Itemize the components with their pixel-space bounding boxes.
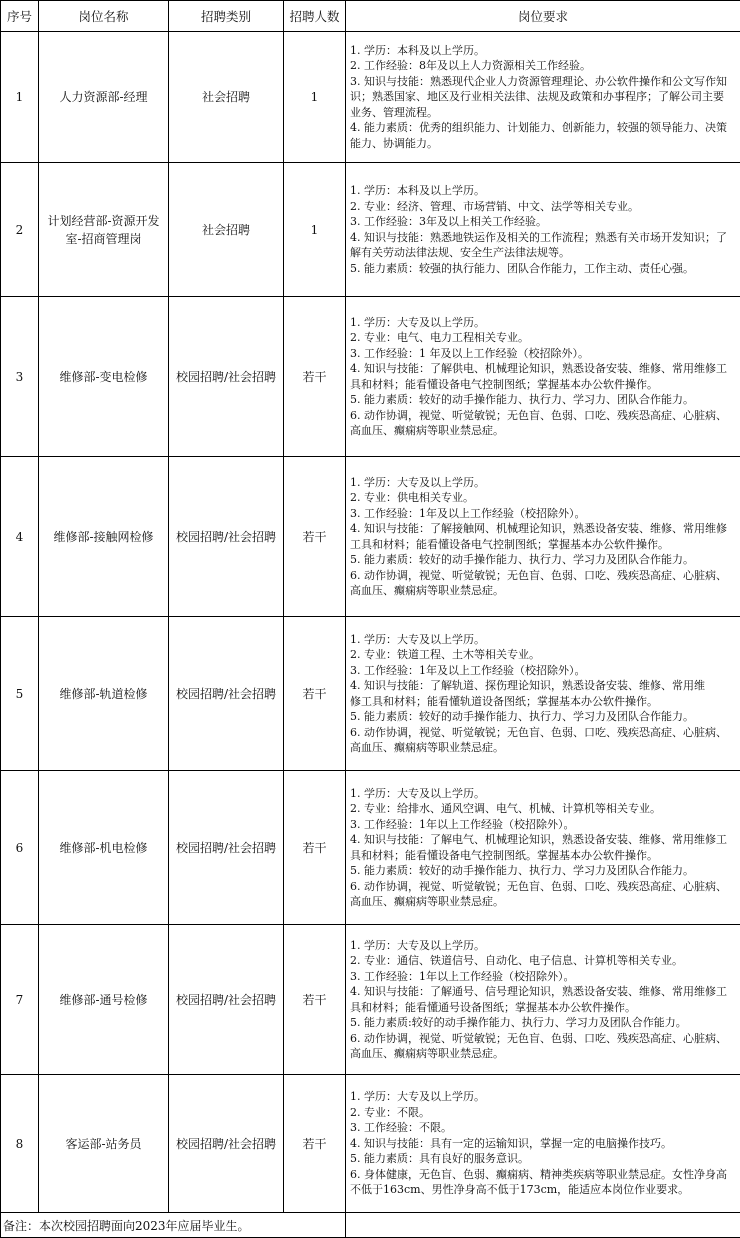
requirement-line: 4. 知识与技能：具有一定的运输知识，掌握一定的电脑操作技巧。 — [350, 1136, 672, 1150]
requirement-line: 2. 专业：铁道工程、土木等相关专业。 — [350, 648, 540, 661]
footnote-empty-cell — [346, 1213, 740, 1238]
position-name-line: 维修部-机电检修 — [59, 840, 148, 855]
requirement-line: 3. 工作经验：不限。 — [350, 1121, 452, 1135]
row-category: 校园招聘/社会招聘 — [169, 1075, 284, 1213]
requirement-line: 4. 知识与技能：了解供电、机械理论知识，熟悉设备安装、维修、常用维修工具和材料；能看懂设备电气控制图纸；掌握基本办公软件操作。 — [350, 362, 727, 391]
position-name-line: 维修部-变电检修 — [59, 369, 148, 384]
requirement-line: 6. 动作协调，视觉、听觉敏锐；无色盲、色弱、口吃、残疾恐高症、心脏病、高血压、癫痫病等职业禁忌症。 — [350, 725, 727, 754]
table-row — [1, 617, 740, 771]
requirement-line: 5. 能力素质:较好的动手操作能力、执行力、学习力及团队合作能力。 — [350, 1016, 687, 1029]
requirement-line: 1. 学历：本科及以上学历。 — [350, 43, 485, 57]
table-row — [1, 1075, 740, 1213]
requirement-line: 2. 专业：供电相关专业。 — [350, 491, 474, 504]
header-requirements: 岗位要求 — [346, 1, 740, 32]
header-no: 序号 — [1, 1, 39, 32]
row-category: 社会招聘 — [169, 32, 284, 163]
requirement-line: 2. 专业：通信、铁道信号、自动化、电子信息、计算机等相关专业。 — [350, 954, 683, 967]
row-position-name — [39, 457, 169, 617]
requirement-line: 修工具和材料；能看懂轨道设备图纸；掌握基本办公软件操作。 — [350, 694, 658, 708]
row-requirements — [346, 457, 740, 617]
requirement-line: 5. 能力素质：较好的动手操作能力、执行力、学习力及团队合作能力。 — [350, 710, 694, 723]
requirement-line: 6. 动作协调，视觉、听觉敏锐；无色盲、色弱、口吃、残疾恐高症、心脏病、高血压、癫痫病等职业禁忌症。 — [350, 568, 727, 597]
row-no: 3 — [1, 297, 39, 457]
requirement-line: 6. 动作协调，视觉、听觉敏锐；无色盲、色弱、口吃、残疾恐高症、心脏病、高血压、癫痫病等职业禁忌症。 — [350, 408, 727, 437]
requirement-line: 1. 学历：大专及以上学历。 — [350, 315, 485, 329]
row-count: 若干 — [284, 297, 346, 457]
requirement-line: 6. 动作协调，视觉、听觉敏锐；无色盲、色弱、口吃、残疾恐高症、心脏病、高血压、癫痫病等职业禁忌症。 — [350, 879, 727, 908]
requirement-line: 2. 工作经验：8年及以上人力资源相关工作经验。 — [350, 59, 591, 73]
requirement-line: 1. 学历：大专及以上学历。 — [350, 632, 485, 646]
row-no: 1 — [1, 32, 39, 163]
row-no: 4 — [1, 457, 39, 617]
table-header-row — [1, 1, 740, 32]
table-row — [1, 32, 740, 163]
row-count: 若干 — [284, 1075, 346, 1213]
requirement-line: 2. 专业：给排水、通风空调、电气、机械、计算机等相关专业。 — [350, 802, 661, 815]
requirement-line: 3. 工作经验：1年以上工作经验（校招除外）。 — [350, 969, 575, 983]
row-position-name — [39, 617, 169, 771]
table-row — [1, 457, 740, 617]
row-no: 6 — [1, 771, 39, 925]
row-count: 若干 — [284, 925, 346, 1075]
requirement-line: 5. 能力素质：较好的动手操作能力、执行力、学习力、团队合作能力。 — [350, 393, 694, 406]
requirement-line: 4. 知识与技能：了解接触网、机械理论知识，熟悉设备安装、维修、常用维修工具和材料；能看懂设备电气控制图纸；掌握基本办公软件操作。 — [350, 522, 727, 551]
position-name-line: 室-招商管理岗 — [65, 231, 142, 246]
row-requirements — [346, 925, 740, 1075]
row-count: 1 — [284, 32, 346, 163]
row-no: 2 — [1, 163, 39, 297]
requirement-line: 3. 知识与技能：熟悉现代企业人力资源管理理论、办公软件操作和公文写作知识；熟悉国家、地区及行业相关法律、法规及政策和办事程序；了解公司主要业务、管理流程。 — [350, 74, 727, 119]
row-category: 校园招聘/社会招聘 — [169, 771, 284, 925]
requirement-line: 5. 能力素质：具有良好的服务意识。 — [350, 1152, 529, 1166]
requirement-line: 4. 知识与技能：了解通号、信号理论知识，熟悉设备安装、维修、常用维修工具和材料；能看懂通号设备图纸；掌握基本办公软件操作。 — [350, 985, 727, 1014]
table-row — [1, 297, 740, 457]
requirement-line: 2. 专业：不限。 — [350, 1105, 430, 1119]
requirement-line: 1. 学历：本科及以上学历。 — [350, 184, 485, 197]
row-position-name — [39, 163, 169, 297]
requirement-line: 4. 知识与技能：熟悉地铁运作及相关的工作流程；熟悉有关市场开发知识；了解有关劳动法律法规、安全生产法律法规等。 — [350, 230, 727, 259]
header-category: 招聘类别 — [169, 1, 284, 32]
row-requirements — [346, 617, 740, 771]
row-position-name — [39, 1075, 169, 1213]
footnote: 备注：本次校园招聘面向2023年应届毕业生。 — [1, 1213, 346, 1238]
row-category: 校园招聘/社会招聘 — [169, 925, 284, 1075]
requirement-line: 3. 工作经验：3年及以上相关工作经验。 — [350, 215, 547, 228]
note-row — [1, 1213, 740, 1238]
table-row — [1, 925, 740, 1075]
header-count: 招聘人数 — [284, 1, 346, 32]
requirement-line: 4. 知识与技能：了解轨道、探伤理论知识，熟悉设备安装、维修、常用维 — [350, 679, 705, 692]
row-position-name — [39, 771, 169, 925]
row-requirements — [346, 163, 740, 297]
row-count: 1 — [284, 163, 346, 297]
row-requirements — [346, 771, 740, 925]
requirement-line: 2. 专业：经济、管理、市场营销、中文、法学等相关专业。 — [350, 199, 639, 213]
position-name-line: 人力资源部-经理 — [59, 90, 148, 104]
requirement-line: 1. 学历：大专及以上学历。 — [350, 1090, 485, 1104]
requirement-line: 5. 能力素质：较好的动手操作能力、执行力、学习力及团队合作能力。 — [350, 553, 694, 566]
position-name-line: 维修部-轨道检修 — [59, 686, 148, 701]
header-position-name: 岗位名称 — [39, 1, 169, 32]
requirement-line: 1. 学历：大专及以上学历。 — [350, 938, 485, 952]
requirement-line: 2. 专业：电气、电力工程相关专业。 — [350, 331, 529, 344]
row-category: 校园招聘/社会招聘 — [169, 617, 284, 771]
row-no: 7 — [1, 925, 39, 1075]
requirement-line: 3. 工作经验：1 年及以上工作经验（校招除外）。 — [350, 346, 589, 360]
table-row — [1, 771, 740, 925]
row-category: 校园招聘/社会招聘 — [169, 457, 284, 617]
requirement-line: 6. 身体健康，无色盲、色弱、癫痫病、精神类疾病等职业禁忌症。女性净身高不低于163cm、男性净身高不低于173cm，能适应本岗位作业要求。 — [350, 1167, 727, 1197]
row-position-name — [39, 297, 169, 457]
table-row — [1, 163, 740, 297]
requirement-line: 4. 知识与技能：了解电气、机械理论知识，熟悉设备安装、维修、常用维修工具和材料；能看懂设备电气控制图纸。掌握基本办公软件操作。 — [350, 833, 727, 862]
row-no: 8 — [1, 1075, 39, 1213]
requirement-line: 5. 能力素质：较好的动手操作能力、执行力、学习力及团队合作能力。 — [350, 864, 694, 877]
row-position-name — [39, 32, 169, 163]
requirement-line: 1. 学历：大专及以上学历。 — [350, 475, 485, 489]
row-no: 5 — [1, 617, 39, 771]
requirement-line: 4. 能力素质：优秀的组织能力、计划能力、创新能力，较强的领导能力、决策能力、协调能力。 — [350, 121, 727, 150]
row-position-name — [39, 925, 169, 1075]
row-category: 社会招聘 — [169, 163, 284, 297]
row-requirements — [346, 32, 740, 163]
position-name-line: 计划经营部-资源开发 — [47, 213, 160, 228]
requirement-line: 3. 工作经验：1年及以上工作经验（校招除外）。 — [350, 506, 586, 520]
row-requirements — [346, 1075, 740, 1213]
requirement-line: 5. 能力素质：较强的执行能力、团队合作能力，工作主动、责任心强。 — [350, 261, 694, 275]
requirement-line: 3. 工作经验：1年以上工作经验（校招除外）。 — [350, 817, 575, 831]
requirement-line: 1. 学历：大专及以上学历。 — [350, 786, 485, 800]
row-count: 若干 — [284, 457, 346, 617]
requirement-line: 6. 动作协调，视觉、听觉敏锐；无色盲、色弱、口吃、残疾恐高症、心脏病、高血压、癫痫病等职业禁忌症。 — [350, 1031, 727, 1060]
requirement-line: 3. 工作经验：1年及以上工作经验（校招除外）。 — [350, 663, 586, 677]
row-category: 校园招聘/社会招聘 — [169, 297, 284, 457]
position-name-line: 客运部-站务员 — [65, 1136, 142, 1151]
position-name-line: 维修部-通号检修 — [59, 992, 148, 1007]
row-count: 若干 — [284, 771, 346, 925]
row-requirements — [346, 297, 740, 457]
position-name-line: 维修部-接触网检修 — [53, 529, 154, 544]
row-count: 若干 — [284, 617, 346, 771]
